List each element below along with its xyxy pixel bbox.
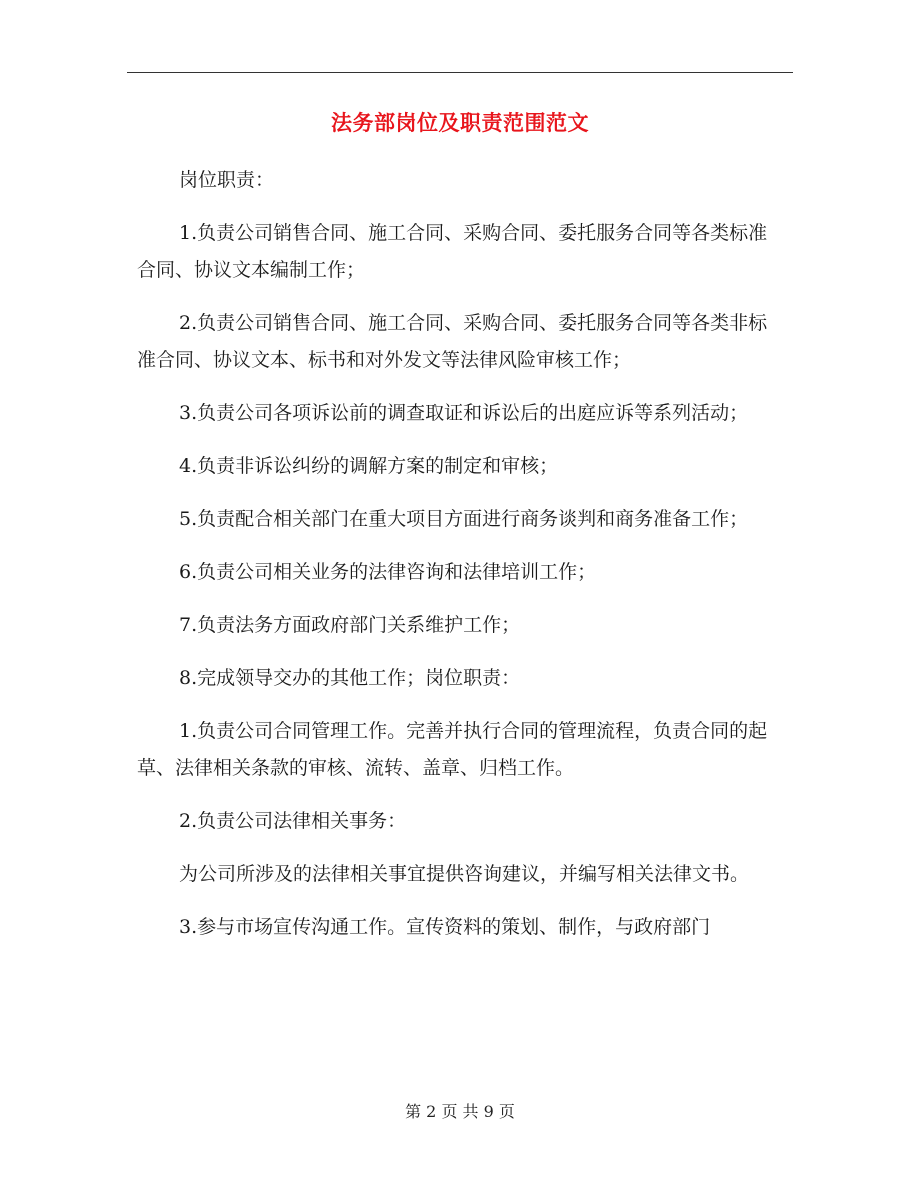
paragraph: 8.完成领导交办的其他工作；岗位职责：	[179, 667, 521, 689]
paragraph: 6.负责公司相关业务的法律咨询和法律培训工作；	[179, 561, 597, 583]
paragraph: 岗位职责：	[179, 169, 275, 191]
paragraph: 1.负责公司销售合同、施工合同、采购合同、委托服务合同等各类标准合同、协议文本编制工作；	[137, 222, 768, 281]
paragraph: 2.负责公司销售合同、施工合同、采购合同、委托服务合同等各类非标准合同、协议文本、标书和对外发文等法律风险审核工作；	[137, 312, 768, 371]
paragraph: 3.参与市场宣传沟通工作。宣传资料的策划、制作，与政府部门	[179, 916, 711, 938]
paragraph: 2.负责公司法律相关事务：	[179, 810, 407, 832]
paragraph: 4.负责非诉讼纠纷的调解方案的制定和审核；	[179, 455, 559, 477]
paragraph: 3.负责公司各项诉讼前的调查取证和诉讼后的出庭应诉等系列活动；	[179, 402, 749, 424]
page-number: 第 2 页 共 9 页	[405, 1102, 515, 1121]
paragraph: 5.负责配合相关部门在重大项目方面进行商务谈判和商务准备工作；	[179, 508, 749, 530]
paragraph: 1.负责公司合同管理工作。完善并执行合同的管理流程，负责合同的起草、法律相关条款的审核、流转、盖章、归档工作。	[137, 720, 768, 779]
header-rule	[127, 72, 793, 73]
paragraph: 7.负责法务方面政府部门关系维护工作；	[179, 614, 521, 636]
document-title: 法务部岗位及职责范围范文	[331, 110, 589, 135]
document-body	[137, 162, 777, 962]
paragraph: 为公司所涉及的法律相关事宜提供咨询建议，并编写相关法律文书。	[179, 863, 750, 885]
